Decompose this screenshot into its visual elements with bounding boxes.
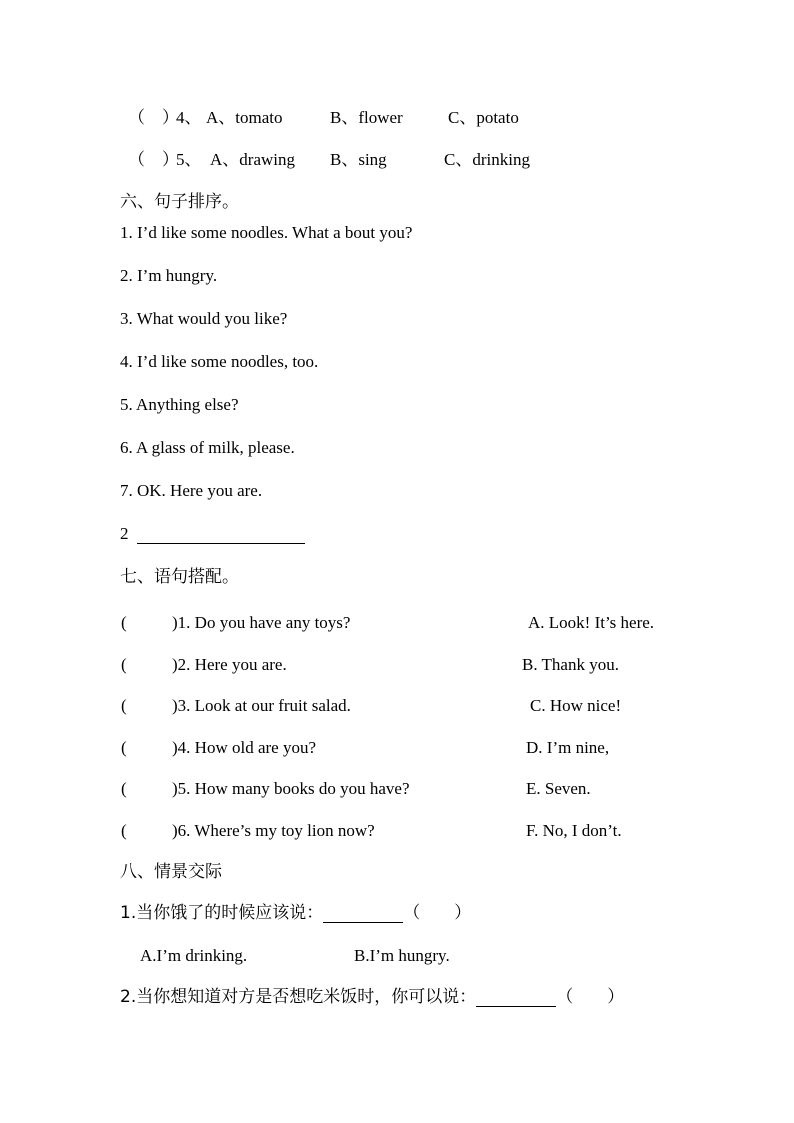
q4-paren[interactable]: （ ） [128,108,179,127]
match-row-1-paren[interactable]: ( [121,613,127,632]
q5-option-c: C、drinking [444,150,530,169]
match-row-2-paren[interactable]: ( [121,655,127,674]
section7-title: 七、语句搭配。 [120,567,239,587]
situation-q1-option-b: B.I’m hungry. [354,946,450,965]
order-answer-blank[interactable] [137,525,305,544]
q5-option-a: A、drawing [210,150,295,169]
sentence-item-3: 3. What would you like? [120,309,288,328]
match-row-3-paren[interactable]: ( [121,696,127,715]
situation-q1-paren[interactable]: （ ） [403,903,472,923]
q5-option-b: B、sing [330,150,387,169]
match-row-6-answer: F. No, I don’t. [526,821,622,840]
match-row-6-question: )6. Where’s my toy lion now? [172,821,375,840]
situation-q2-text: 2.当你想知道对方是否想吃米饭时，你可以说： [120,987,477,1007]
situation-q2-paren[interactable]: （ ） [556,987,625,1007]
match-row-1-question: )1. Do you have any toys? [172,613,351,632]
section8-title: 八、情景交际 [120,862,222,882]
sentence-item-5: 5. Anything else? [120,395,239,414]
match-row-5-question: )5. How many books do you have? [172,779,410,798]
match-row-3-question: )3. Look at our fruit salad. [172,696,351,715]
order-answer-line[interactable] [120,524,305,544]
q5-paren[interactable]: （ ） [128,150,179,169]
match-row-5-paren[interactable]: ( [121,779,127,798]
match-row-6-paren[interactable]: ( [121,821,127,840]
order-answer-start: 2 [120,524,129,543]
match-row-4-question: )4. How old are you? [172,738,316,757]
section6-title: 六、句子排序。 [120,192,239,212]
sentence-item-1: 1. I’d like some noodles. What a bout you? [120,223,413,242]
q4-option-a: A、tomato [206,108,283,127]
match-row-2-answer: B. Thank you. [522,655,619,674]
sentence-item-4: 4. I’d like some noodles, too. [120,352,319,371]
match-row-4-answer: D. I’m nine, [526,738,610,757]
q4-option-b: B、flower [330,108,403,127]
q4-option-c: C、potato [448,108,519,127]
q4-number: 4、 [176,108,202,127]
situation-q1 [120,903,471,923]
match-row-2-question: )2. Here you are. [172,655,287,674]
match-row-3-answer: C. How nice! [530,696,622,715]
sentence-item-7: 7. OK. Here you are. [120,481,263,500]
match-row-4-paren[interactable]: ( [121,738,127,757]
situation-q1-text: 1.当你饿了的时候应该说： [120,903,324,923]
match-row-5-answer: E. Seven. [526,779,591,798]
sentence-item-2: 2. I’m hungry. [120,266,218,285]
situation-q1-option-a: A.I’m drinking. [140,946,248,965]
q5-number: 5、 [176,150,202,169]
match-row-1-answer: A. Look! It’s here. [528,613,655,632]
situation-q2 [120,987,624,1007]
sentence-item-6: 6. A glass of milk, please. [120,438,295,457]
situation-q2-blank[interactable] [476,988,556,1007]
situation-q1-blank[interactable] [323,904,403,923]
